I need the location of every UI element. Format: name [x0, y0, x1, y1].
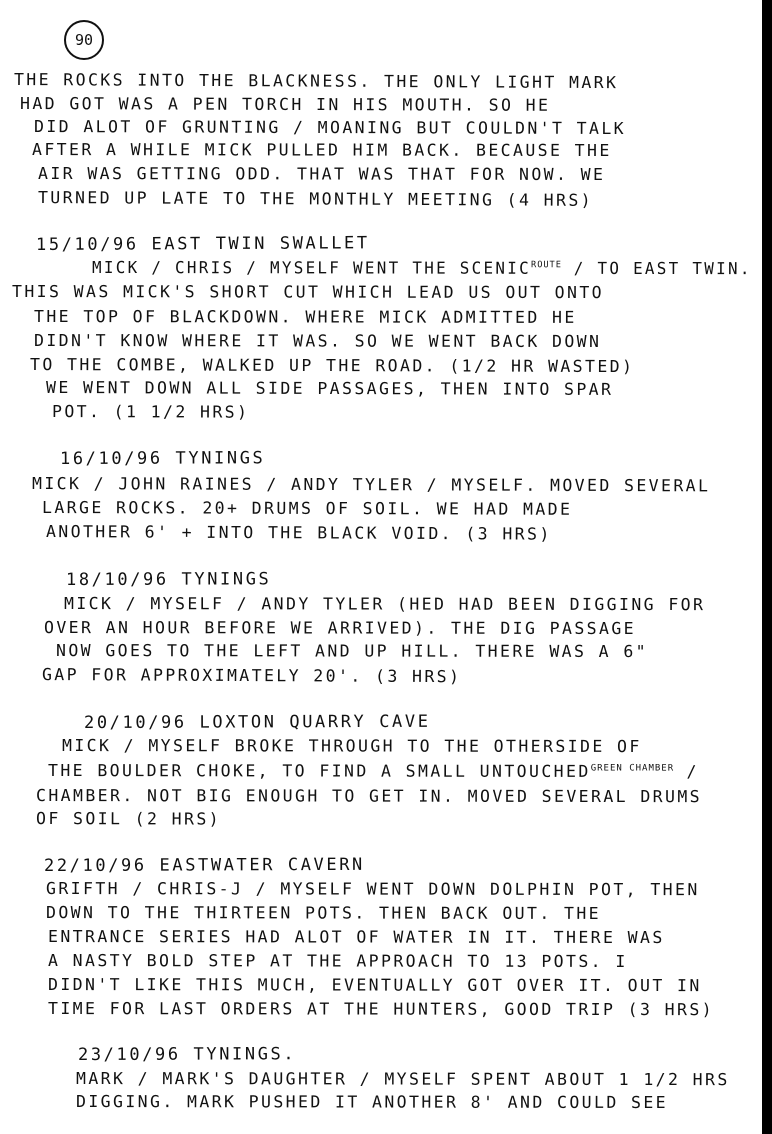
text-line — [48, 975, 702, 995]
text-line — [76, 1069, 730, 1089]
text-line — [64, 594, 705, 614]
text-line — [14, 70, 618, 92]
text-line — [48, 951, 628, 971]
line-text: MICK / MYSELF / ANDY TYLER (HED HAD BEEN DIGGING FOR — [63, 594, 706, 615]
line-tail: / TO EAST TWIN. — [561, 258, 752, 279]
line-text: HAD GOT WAS A PEN TORCH IN HIS MOUTH. SO HE — [19, 94, 551, 115]
line-text: DIDN'T LIKE THIS MUCH, EVENTUALLY GOT OVER IT. OUT IN — [47, 975, 702, 996]
line-text: THE BOULDER CHOKE, TO FIND A SMALL UNTOUCHED — [47, 761, 591, 781]
line-text: CHAMBER. NOT BIG ENOUGH TO GET IN. MOVED SEVERAL DRUMS — [35, 786, 703, 807]
line-text: OF SOIL (2 HRS) — [35, 809, 222, 829]
line-text: THE TOP OF BLACKDOWN. WHERE MICK ADMITTED HE — [33, 307, 577, 327]
text-line — [44, 618, 636, 638]
line-text: 20/10/96 LOXTON QUARRY CAVE — [83, 711, 431, 733]
text-line — [46, 879, 700, 899]
text-line — [62, 736, 642, 756]
text-line — [36, 809, 221, 829]
line-text: DOWN TO THE THIRTEEN POTS. THEN BACK OUT. THE — [45, 903, 602, 923]
text-line — [46, 378, 613, 399]
line-text: NOW GOES TO THE LEFT AND UP HILL. THERE WAS A 6" — [55, 641, 649, 662]
text-line — [20, 94, 550, 115]
text-line — [42, 498, 572, 519]
line-text: MARK / MARK'S DAUGHTER / MYSELF SPENT ABOUT 1 1/2 HRS — [75, 1069, 730, 1090]
text-line — [42, 665, 461, 686]
line-text: 16/10/96 TYNINGS — [59, 448, 266, 469]
text-line — [34, 117, 626, 138]
line-text: AFTER A WHILE MICK PULLED HIM BACK. BECAUSE THE — [31, 140, 612, 161]
text-line — [32, 474, 710, 495]
line-text: DID ALOT OF GRUNTING / MOANING BUT COULDN'T TALK — [33, 117, 627, 139]
text-line — [30, 355, 634, 376]
line-text: MICK / MYSELF BROKE THROUGH TO THE OTHERSIDE OF — [61, 736, 642, 757]
text-line — [12, 282, 604, 302]
line-text: ANOTHER 6' + INTO THE BLACK VOID. (3 HRS) — [45, 522, 552, 544]
binding-edge — [762, 0, 772, 1134]
inserted-word: ROUTE — [531, 260, 562, 271]
text-line — [52, 402, 249, 422]
text-line — [38, 164, 605, 184]
line-text: OVER AN HOUR BEFORE WE ARRIVED). THE DIG PASSAGE — [43, 618, 637, 639]
line-text: 18/10/96 TYNINGS — [65, 569, 272, 590]
entry-heading — [36, 233, 370, 255]
entry-heading — [84, 712, 431, 733]
line-text: LARGE ROCKS. 20+ DRUMS OF SOIL. WE HAD MADE — [41, 498, 573, 519]
line-text: TO THE COMBE, WALKED UP THE ROAD. (1/2 HR WASTED) — [29, 355, 635, 377]
line-text: DIGGING. MARK PUSHED IT ANOTHER 8' AND COULD SEE — [75, 1092, 669, 1113]
entry-heading — [78, 1044, 296, 1065]
line-text: TIME FOR LAST ORDERS AT THE HUNTERS, GOOD TRIP (3 HRS) — [47, 999, 715, 1020]
line-text: 23/10/96 TYNINGS. — [77, 1044, 297, 1065]
line-text: POT. (1 1/2 HRS) — [51, 402, 250, 422]
line-tail: / — [674, 762, 699, 782]
text-line — [46, 903, 601, 923]
text-line — [92, 258, 752, 278]
text-line — [56, 641, 648, 661]
text-line — [34, 307, 577, 327]
text-line — [46, 522, 552, 544]
page-number: 90 — [64, 20, 104, 60]
text-line — [38, 188, 593, 210]
line-text: THIS WAS MICK'S SHORT CUT WHICH LEAD US OUT ONTO — [11, 282, 605, 303]
line-text: GRIFTH / CHRIS-J / MYSELF WENT DOWN DOLPHIN POT, THEN — [45, 879, 700, 900]
text-line — [32, 140, 612, 160]
text-line — [48, 761, 699, 781]
line-text: WE WENT DOWN ALL SIDE PASSAGES, THEN INTO SPAR — [45, 378, 614, 399]
line-text: 15/10/96 EAST TWIN SWALLET — [35, 233, 370, 255]
line-text: A NASTY BOLD STEP AT THE APPROACH TO 13 POTS. I — [47, 951, 628, 972]
line-text: DIDN'T KNOW WHERE IT WAS. SO WE WENT BACK DOWN — [33, 331, 602, 351]
entry-heading — [44, 855, 365, 876]
line-text: THE ROCKS INTO THE BLACKNESS. THE ONLY LIGHT MARK — [13, 70, 619, 93]
line-text: TURNED UP LATE TO THE MONTHLY MEETING (4 HRS) — [37, 188, 594, 210]
entry-heading — [60, 448, 265, 469]
line-text: MICK / CHRIS / MYSELF WENT THE SCENIC — [91, 258, 532, 278]
text-line — [48, 927, 665, 947]
text-line — [36, 786, 702, 806]
text-line — [34, 331, 601, 351]
line-text: 22/10/96 EASTWATER CAVERN — [43, 854, 365, 876]
line-text: MICK / JOHN RAINES / ANDY TYLER / MYSELF. MOVED SEVERAL — [31, 474, 711, 496]
entry-heading — [66, 569, 271, 590]
line-text: GAP FOR APPROXIMATELY 20'. (3 HRS) — [41, 665, 462, 687]
inserted-word: GREEN CHAMBER — [590, 763, 675, 774]
text-line — [76, 1092, 668, 1112]
line-text: ENTRANCE SERIES HAD ALOT OF WATER IN IT. THERE WAS — [47, 927, 665, 948]
line-text: AIR WAS GETTING ODD. THAT WAS THAT FOR NOW. WE — [37, 164, 606, 184]
text-line — [48, 999, 714, 1019]
